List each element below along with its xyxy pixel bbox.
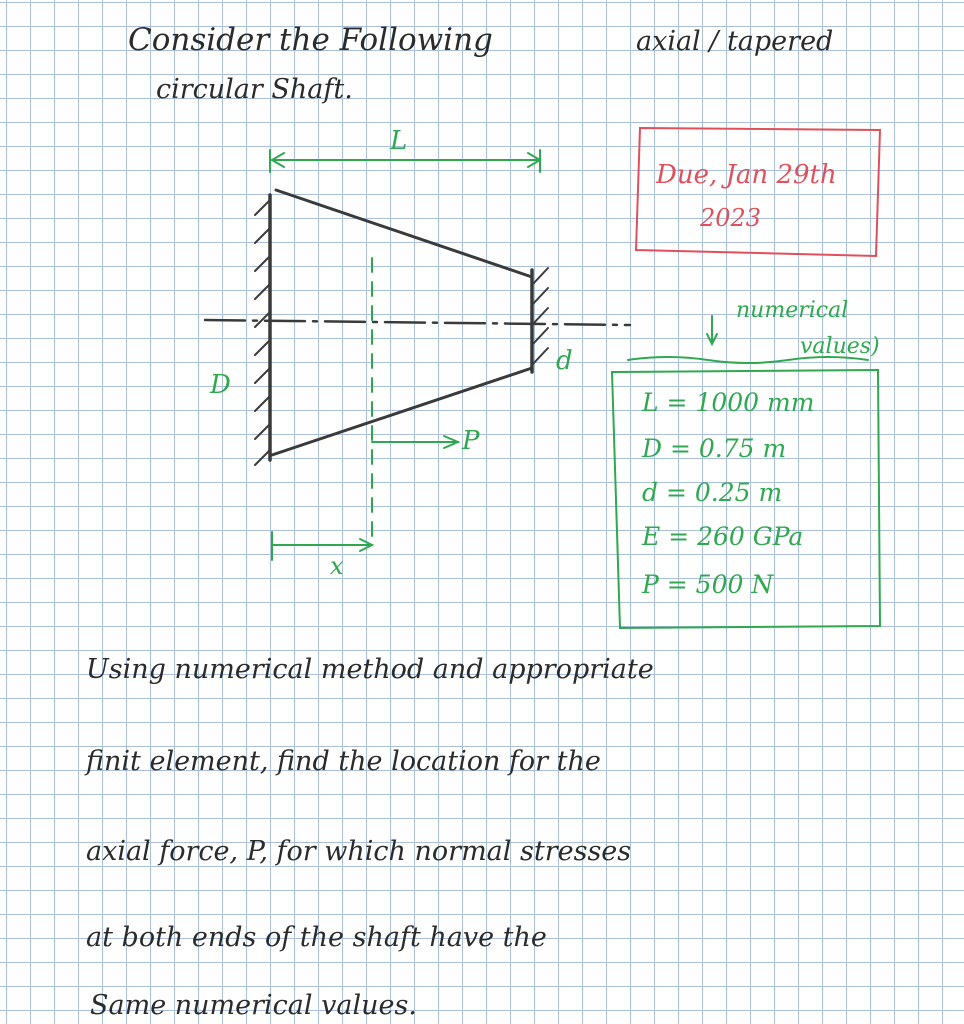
- value-modulus: E = 260 GPa: [642, 522, 804, 551]
- due-date-line1: Due, Jan 29th: [656, 160, 837, 190]
- value-large-diameter: D = 0.75 m: [642, 434, 787, 463]
- small-diameter-label: d: [556, 346, 573, 376]
- values-note-line2: values): [800, 334, 880, 359]
- value-length: L = 1000 mm: [642, 388, 815, 417]
- due-date-line2: 2023: [700, 204, 762, 232]
- large-diameter-label: D: [210, 370, 231, 400]
- header-line1-left: Consider the Following: [128, 22, 493, 58]
- value-small-diameter: d = 0.25 m: [642, 478, 783, 507]
- length-label: L: [390, 126, 408, 156]
- header-line2: circular Shaft.: [156, 74, 353, 105]
- force-label: P: [462, 426, 480, 456]
- problem-line-1: Using numerical method and appropriate: [86, 654, 654, 685]
- problem-line-4: at both ends of the shaft have the: [86, 922, 547, 953]
- problem-line-3: axial force, P, for which normal stresses: [86, 836, 632, 867]
- value-force: P = 500 N: [642, 570, 774, 599]
- problem-line-5: Same numerical values.: [90, 990, 417, 1021]
- header-line1-right: axial / tapered: [636, 26, 834, 57]
- position-label: x: [330, 552, 344, 580]
- values-note-line1: numerical: [736, 298, 849, 323]
- problem-line-2: finit element, find the location for the: [86, 746, 601, 777]
